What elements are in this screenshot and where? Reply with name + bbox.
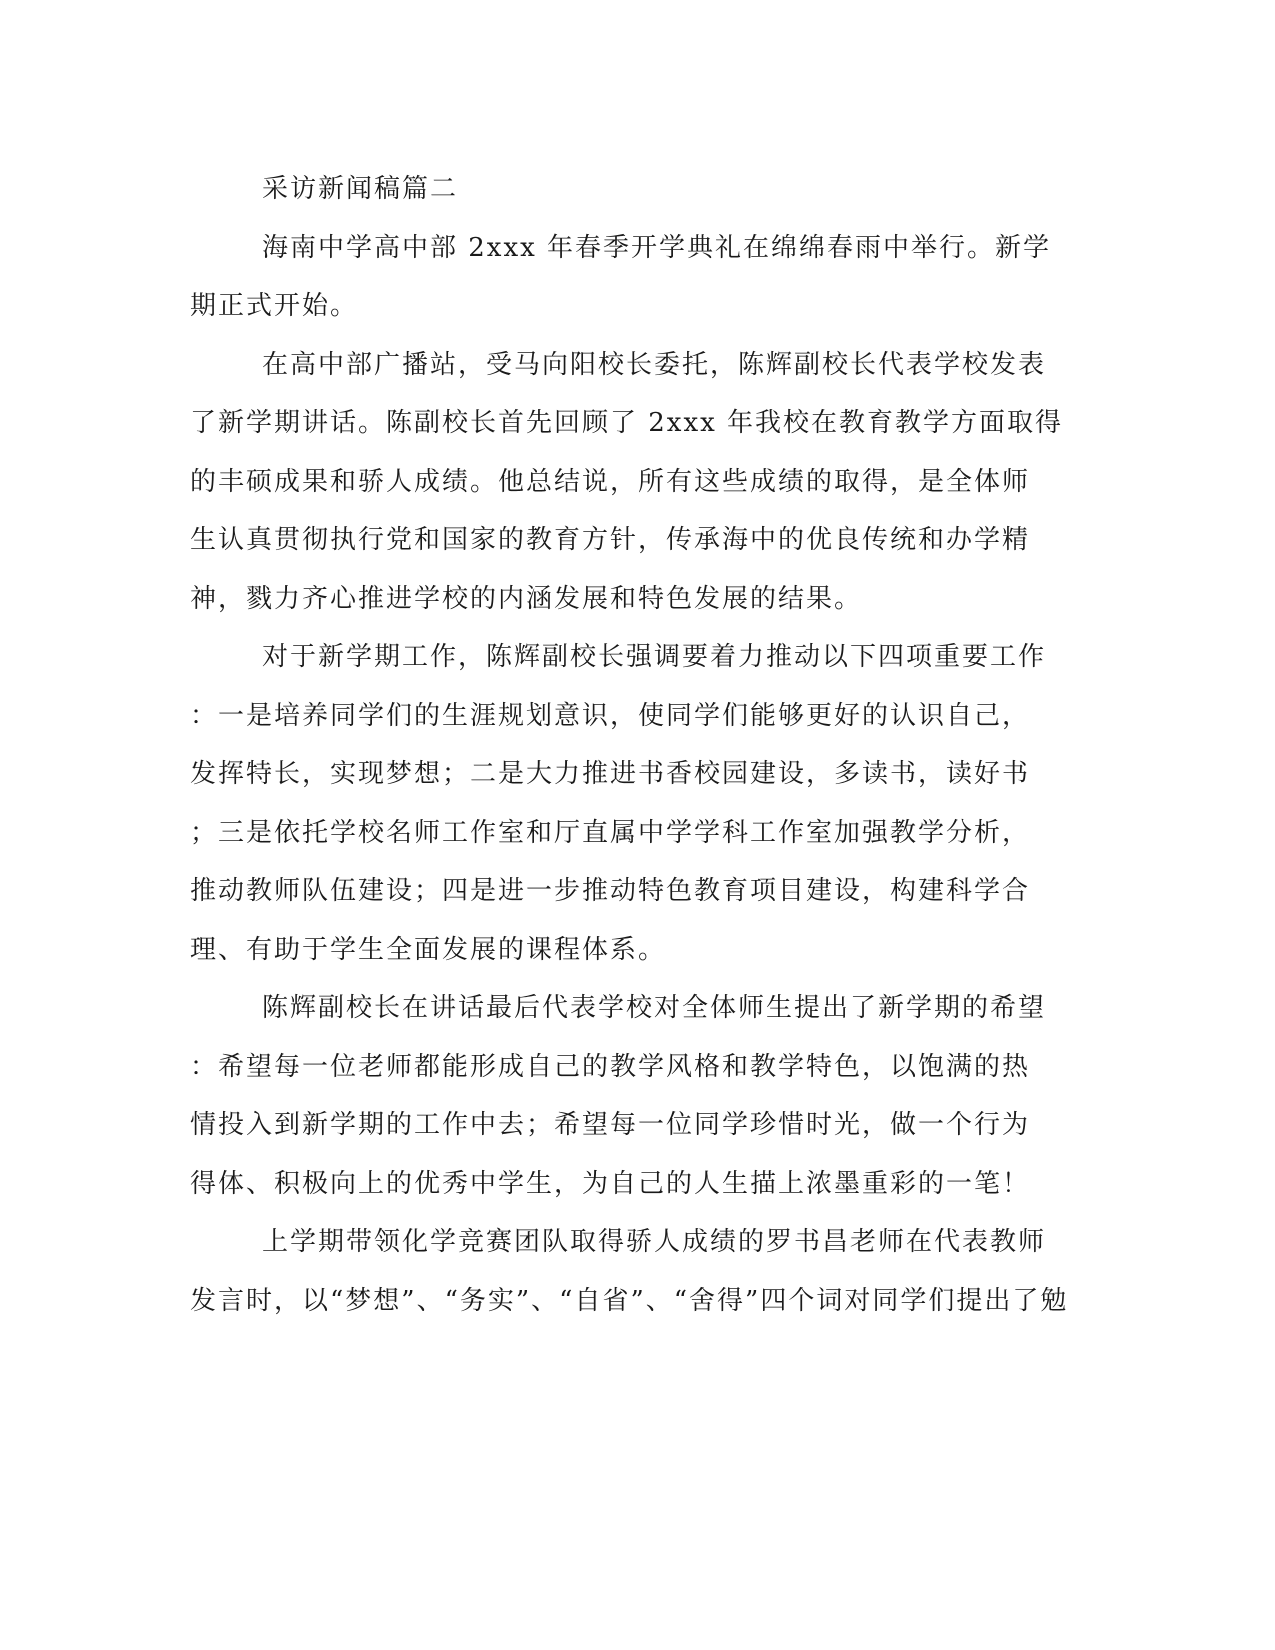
text-line: 推动教师队伍建设；四是进一步推动特色教育项目建设，构建科学合 xyxy=(190,876,1031,906)
text-line: 海南中学高中部 2xxx 年春季开学典礼在绵绵春雨中举行。新学 xyxy=(262,232,1052,263)
text-line: 得体、积极向上的优秀中学生，为自己的人生描上浓墨重彩的一笔！ xyxy=(190,1168,1031,1199)
text-line: 情投入到新学期的工作中去；希望每一位同学珍惜时光，做一个行为 xyxy=(190,1110,1031,1140)
text-line: 期正式开始。 xyxy=(190,291,359,321)
text-line: ；三是依托学校名师工作室和厅直属中学学科工作室加强教学分析， xyxy=(190,817,1031,848)
text-line: 发言时，以“梦想”、“务实”、“自省”、“舍得”四个词对同学们提出了勉 xyxy=(190,1285,1069,1316)
text-line: 生认真贯彻执行党和国家的教育方针，传承海中的优良传统和办学精 xyxy=(190,525,1031,555)
text-line: 在高中部广播站，受马向阳校长委托，陈辉副校长代表学校发表 xyxy=(262,349,1047,380)
article-title: 采访新闻稿篇二 xyxy=(262,174,459,204)
text-line: ：一是培养同学们的生涯规划意识，使同学们能够更好的认识自己， xyxy=(190,700,1031,731)
article-body xyxy=(190,160,1070,1330)
text-line: 发挥特长，实现梦想；二是大力推进书香校园建设，多读书，读好书 xyxy=(190,759,1031,789)
text-line: 上学期带领化学竞赛团队取得骄人成绩的罗书昌老师在代表教师 xyxy=(262,1227,1047,1257)
text-line: 的丰硕成果和骄人成绩。他总结说，所有这些成绩的取得，是全体师 xyxy=(190,466,1031,497)
text-line: ：希望每一位老师都能形成自己的教学风格和教学特色，以饱满的热 xyxy=(190,1051,1031,1082)
text-line: 神，戮力齐心推进学校的内涵发展和特色发展的结果。 xyxy=(190,583,863,614)
text-line: 了新学期讲话。陈副校长首先回顾了 2xxx 年我校在教育教学方面取得 xyxy=(190,408,1064,438)
text-line: 理、有助于学生全面发展的课程体系。 xyxy=(190,934,667,965)
text-line: 陈辉副校长在讲话最后代表学校对全体师生提出了新学期的希望 xyxy=(262,993,1047,1023)
text-line: 对于新学期工作，陈辉副校长强调要着力推动以下四项重要工作 xyxy=(262,642,1047,672)
